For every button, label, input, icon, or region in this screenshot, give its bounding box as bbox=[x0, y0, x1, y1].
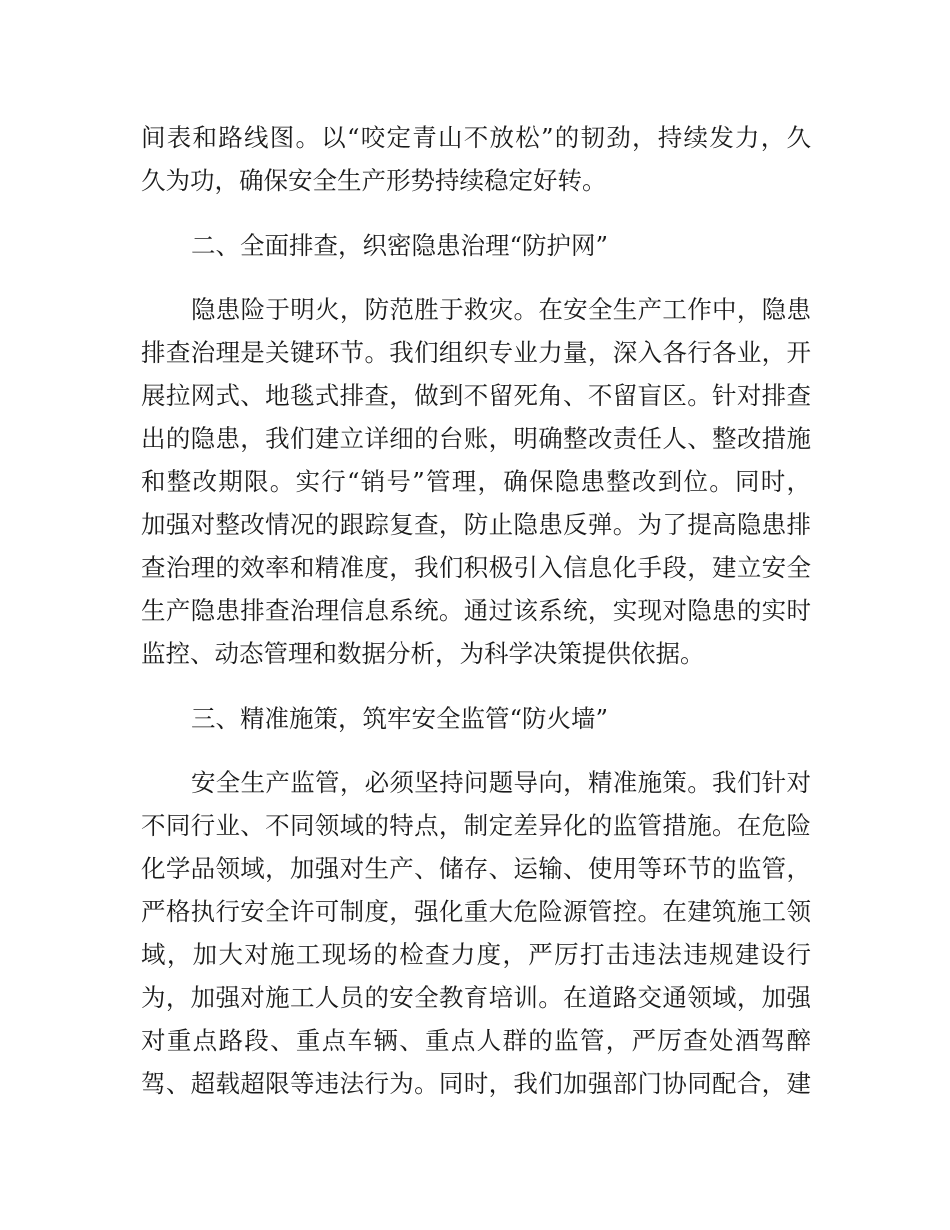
paragraph-line: 间表和路线图。以“咬定青山不放松”的韧劲，持续发力，久 bbox=[141, 123, 811, 152]
paragraph-line: 不同行业、不同领域的特点，制定差异化的监管措施。在危险 bbox=[141, 811, 811, 840]
paragraph-line: 严格执行安全许可制度，强化重大危险源管控。在建筑施工领 bbox=[141, 897, 811, 926]
paragraph-line: 和整改期限。实行“销号”管理，确保隐患整改到位。同时， bbox=[141, 467, 811, 496]
paragraph-line: 对重点路段、重点车辆、重点人群的监管，严厉查处酒驾醉 bbox=[141, 1026, 811, 1055]
section-heading-3: 三、精准施策，筑牢安全监管“防火墙” bbox=[191, 704, 609, 733]
paragraph-line: 化学品领域，加强对生产、储存、运输、使用等环节的监管， bbox=[141, 854, 811, 883]
paragraph-line: 展拉网式、地毯式排查，做到不留死角、不留盲区。针对排查 bbox=[141, 381, 811, 410]
paragraph-line: 隐患险于明火，防范胜于救灾。在安全生产工作中，隐患 bbox=[191, 295, 811, 324]
paragraph-line: 域，加大对施工现场的检查力度，严厉打击违法违规建设行 bbox=[141, 940, 811, 969]
paragraph-line: 驾、超载超限等违法行为。同时，我们加强部门协同配合，建 bbox=[141, 1069, 811, 1098]
paragraph-line: 加强对整改情况的跟踪复查，防止隐患反弹。为了提高隐患排 bbox=[141, 510, 811, 539]
paragraph-line: 安全生产监管，必须坚持问题导向，精准施策。我们针对 bbox=[191, 768, 811, 797]
paragraph-line: 生产隐患排查治理信息系统。通过该系统，实现对隐患的实时 bbox=[141, 596, 811, 625]
paragraph-line: 查治理的效率和精准度，我们积极引入信息化手段，建立安全 bbox=[141, 553, 811, 582]
section-heading-2: 二、全面排查，织密隐患治理“防护网” bbox=[191, 231, 609, 260]
paragraph-line: 排查治理是关键环节。我们组织专业力量，深入各行各业，开 bbox=[141, 338, 811, 367]
paragraph-line: 监控、动态管理和数据分析，为科学决策提供依据。 bbox=[141, 639, 705, 668]
paragraph-line: 为，加强对施工人员的安全教育培训。在道路交通领域，加强 bbox=[141, 983, 811, 1012]
paragraph-line: 出的隐患，我们建立详细的台账，明确整改责任人、整改措施 bbox=[141, 424, 811, 453]
paragraph-line: 久为功，确保安全生产形势持续稳定好转。 bbox=[141, 166, 607, 195]
